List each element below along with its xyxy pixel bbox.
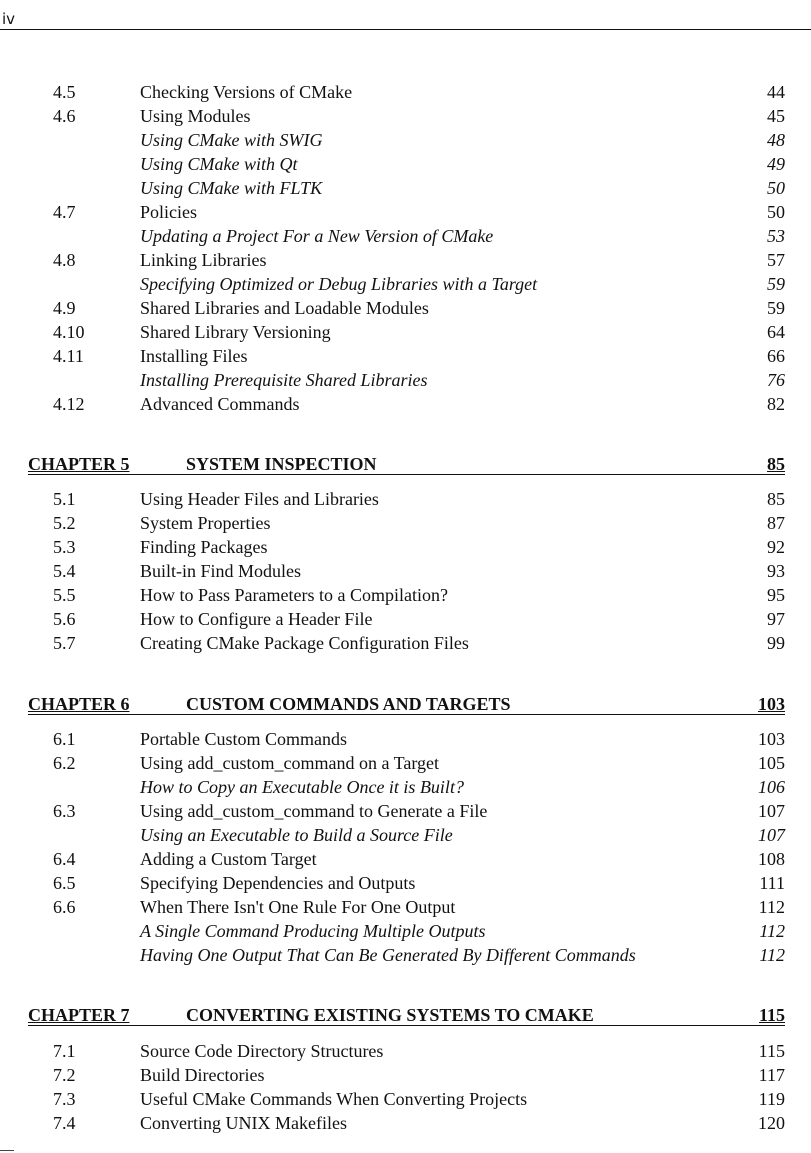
chapter-page-number: 103	[758, 694, 785, 714]
page-number: 85	[767, 489, 785, 509]
toc-entry	[0, 344, 811, 368]
toc-entry	[0, 272, 811, 296]
chapter-rule	[28, 1025, 785, 1026]
section-number: 7.2	[53, 1065, 76, 1085]
section-number: 6.5	[53, 873, 76, 893]
section-number: 7.4	[53, 1113, 76, 1133]
page-number: 48	[767, 130, 785, 150]
section-number: 5.6	[53, 609, 76, 629]
toc-entry	[0, 919, 811, 943]
section-number: 4.11	[53, 346, 84, 366]
section-title: How to Copy an Executable Once it is Built?	[140, 777, 464, 797]
toc-entry	[0, 1087, 811, 1111]
section-title: Using an Executable to Build a Source File	[140, 825, 453, 845]
section-number: 5.3	[53, 537, 76, 557]
scan-edge-mark	[0, 1150, 14, 1151]
section-title: Using Header Files and Libraries	[140, 489, 379, 509]
section-title: How to Pass Parameters to a Compilation?	[140, 585, 448, 605]
section-title: Finding Packages	[140, 537, 268, 557]
toc-entry	[0, 248, 811, 272]
section-number: 4.7	[53, 202, 76, 222]
section-number: 5.2	[53, 513, 76, 533]
section-number: 4.9	[53, 298, 76, 318]
page-number: 99	[767, 633, 785, 653]
section-title: How to Configure a Header File	[140, 609, 373, 629]
toc-entry	[0, 80, 811, 104]
section-title: Having One Output That Can Be Generated By Different Commands	[140, 945, 636, 965]
page-number: 111	[759, 873, 785, 893]
section-title: Linking Libraries	[140, 250, 267, 270]
page-number: 82	[767, 394, 785, 414]
toc-entry	[0, 128, 811, 152]
section-title: Policies	[140, 202, 197, 222]
section-title: Using CMake with SWIG	[140, 130, 323, 150]
section-number: 6.1	[53, 729, 76, 749]
page-number: 112	[759, 921, 785, 941]
section-title: A Single Command Producing Multiple Outputs	[140, 921, 486, 941]
page-number: 53	[767, 226, 785, 246]
chapter-label: CHAPTER 7	[28, 1005, 130, 1025]
page-number: 106	[758, 777, 785, 797]
section-title: Installing Prerequisite Shared Libraries	[140, 370, 428, 390]
section-title: Using CMake with FLTK	[140, 178, 323, 198]
page-number: 44	[767, 82, 785, 102]
page-number: 57	[767, 250, 785, 270]
chapter-heading	[0, 692, 811, 718]
page-number: 108	[758, 849, 785, 869]
page-number: 50	[767, 178, 785, 198]
toc-entry	[0, 1039, 811, 1063]
toc-entry	[0, 392, 811, 416]
page-number: 103	[758, 729, 785, 749]
toc-entry	[0, 224, 811, 248]
toc-entry	[0, 871, 811, 895]
section-title: Shared Libraries and Loadable Modules	[140, 298, 429, 318]
chapter-title: SYSTEM INSPECTION	[186, 454, 377, 474]
chapter-label: CHAPTER 5	[28, 454, 130, 474]
section-title: Useful CMake Commands When Converting Projects	[140, 1089, 528, 1109]
chapter-label: CHAPTER 6	[28, 694, 130, 714]
section-number: 6.4	[53, 849, 76, 869]
page-number-roman: iv	[2, 10, 16, 28]
page-number: 115	[758, 1041, 785, 1061]
section-number: 4.6	[53, 106, 76, 126]
page-number: 120	[758, 1113, 785, 1133]
section-title: Specifying Optimized or Debug Libraries with a Target	[140, 274, 538, 294]
section-title: Updating a Project For a New Version of CMake	[140, 226, 494, 246]
page-number: 59	[767, 274, 785, 294]
toc-entry	[0, 104, 811, 128]
section-title: Using Modules	[140, 106, 251, 126]
page-number: 107	[758, 801, 785, 821]
section-number: 4.5	[53, 82, 76, 102]
toc-entry	[0, 943, 811, 967]
toc-entry	[0, 368, 811, 392]
page-number: 76	[767, 370, 785, 390]
section-title: Using CMake with Qt	[140, 154, 298, 174]
toc-entry	[0, 823, 811, 847]
page-number: 119	[758, 1089, 785, 1109]
section-title: Using add_custom_command to Generate a File	[140, 801, 488, 821]
section-number: 4.8	[53, 250, 76, 270]
section-title: Shared Library Versioning	[140, 322, 331, 342]
chapter-heading	[0, 1003, 811, 1029]
toc-entry	[0, 1063, 811, 1087]
page-number: 50	[767, 202, 785, 222]
toc-entry	[0, 847, 811, 871]
toc-entry	[0, 176, 811, 200]
page-number: 117	[758, 1065, 785, 1085]
page-number: 92	[767, 537, 785, 557]
toc-entry	[0, 511, 811, 535]
chapter-rule	[28, 474, 785, 475]
section-title: Installing Files	[140, 346, 248, 366]
page-number: 49	[767, 154, 785, 174]
page-number: 95	[767, 585, 785, 605]
page-number: 112	[758, 897, 785, 917]
section-title: Creating CMake Package Configuration Files	[140, 633, 469, 653]
toc-entry	[0, 775, 811, 799]
section-title: Converting UNIX Makefiles	[140, 1113, 347, 1133]
page-number: 112	[759, 945, 785, 965]
section-number: 7.3	[53, 1089, 76, 1109]
toc-entry	[0, 535, 811, 559]
page-number: 59	[767, 298, 785, 318]
page-number: 105	[758, 753, 785, 773]
toc-entry	[0, 296, 811, 320]
toc-entry	[0, 631, 811, 655]
chapter-page-number: 115	[758, 1005, 785, 1025]
page-number: 97	[767, 609, 785, 629]
toc-entry	[0, 583, 811, 607]
toc-entry	[0, 559, 811, 583]
section-title: System Properties	[140, 513, 271, 533]
header-rule	[0, 29, 811, 30]
section-number: 5.5	[53, 585, 76, 605]
section-title: Advanced Commands	[140, 394, 300, 414]
section-number: 6.6	[53, 897, 76, 917]
section-title: When There Isn't One Rule For One Output	[140, 897, 456, 917]
section-number: 5.7	[53, 633, 76, 653]
toc-entry	[0, 152, 811, 176]
toc-entry	[0, 799, 811, 823]
chapter-title: CONVERTING EXISTING SYSTEMS TO CMAKE	[186, 1005, 594, 1025]
chapter-heading	[0, 452, 811, 478]
page-number: 64	[767, 322, 785, 342]
section-title: Built-in Find Modules	[140, 561, 302, 581]
page-number: 87	[767, 513, 785, 533]
toc-entry	[0, 727, 811, 751]
toc-entry	[0, 1111, 811, 1135]
section-title: Source Code Directory Structures	[140, 1041, 384, 1061]
section-title: Specifying Dependencies and Outputs	[140, 873, 416, 893]
toc-entry	[0, 487, 811, 511]
section-number: 5.4	[53, 561, 76, 581]
chapter-rule	[28, 714, 785, 715]
chapter-title: CUSTOM COMMANDS AND TARGETS	[186, 694, 511, 714]
section-title: Portable Custom Commands	[140, 729, 347, 749]
section-title: Using add_custom_command on a Target	[140, 753, 440, 773]
page-number: 66	[767, 346, 785, 366]
toc-entry	[0, 200, 811, 224]
section-number: 6.3	[53, 801, 76, 821]
section-number: 7.1	[53, 1041, 76, 1061]
toc-entry	[0, 751, 811, 775]
toc-entry	[0, 895, 811, 919]
page-number: 45	[767, 106, 785, 126]
chapter-page-number: 85	[767, 454, 785, 474]
section-title: Adding a Custom Target	[140, 849, 317, 869]
section-number: 4.12	[53, 394, 85, 414]
section-number: 6.2	[53, 753, 76, 773]
page-number: 107	[758, 825, 785, 845]
section-title: Checking Versions of CMake	[140, 82, 353, 102]
section-title: Build Directories	[140, 1065, 265, 1085]
section-number: 5.1	[53, 489, 76, 509]
toc-entry	[0, 607, 811, 631]
page-number: 93	[767, 561, 785, 581]
toc-entry	[0, 320, 811, 344]
section-number: 4.10	[53, 322, 85, 342]
